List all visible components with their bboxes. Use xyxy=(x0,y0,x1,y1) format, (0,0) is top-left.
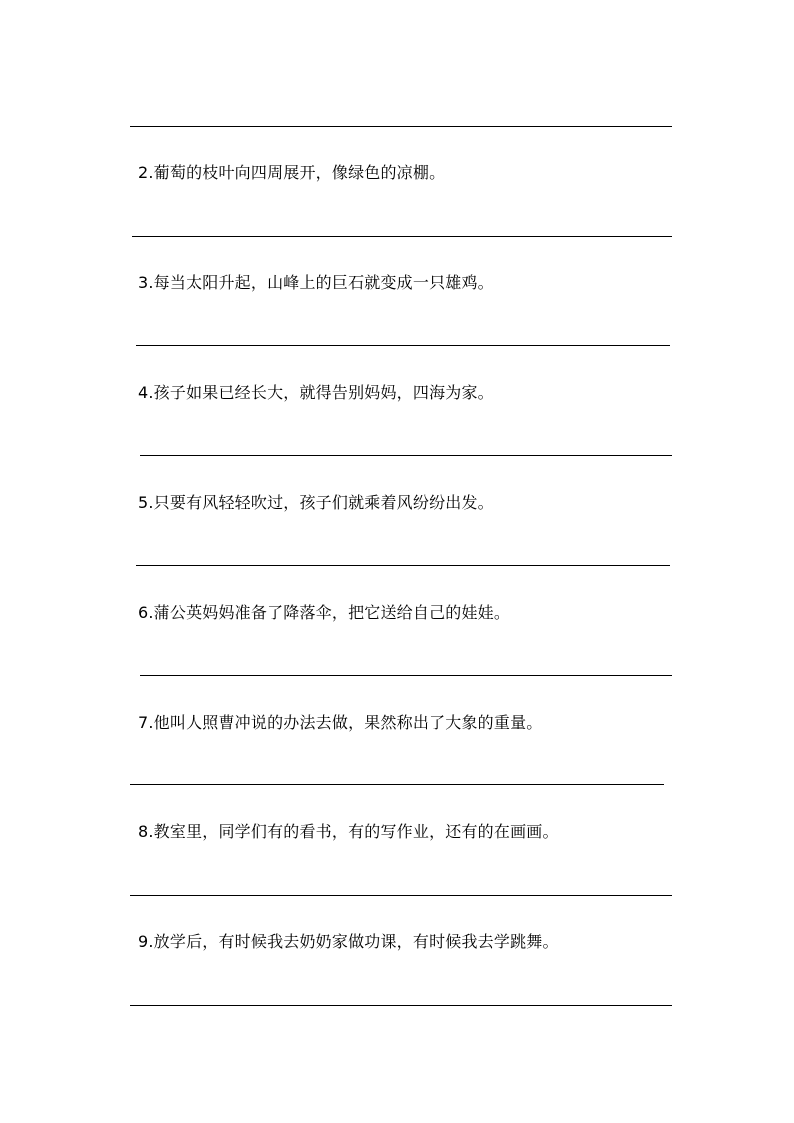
sentence-item-3 xyxy=(138,273,494,293)
item-number: 7. xyxy=(138,713,154,732)
answer-line-6 xyxy=(140,675,672,676)
sentence-item-7 xyxy=(138,713,542,733)
item-number: 2. xyxy=(138,163,154,182)
answer-line-7 xyxy=(130,784,664,785)
answer-line-3 xyxy=(136,345,670,346)
answer-line-8 xyxy=(130,895,672,896)
item-number: 5. xyxy=(138,493,154,512)
item-number: 3. xyxy=(138,273,154,292)
sentence-item-9 xyxy=(138,932,559,952)
item-text: 葡萄的枝叶向四周展开，像绿色的凉棚。 xyxy=(153,163,446,182)
item-number: 8. xyxy=(138,822,154,841)
item-text: 每当太阳升起，山峰上的巨石就变成一只雄鸡。 xyxy=(153,273,494,292)
sentence-item-4 xyxy=(138,383,494,403)
answer-line-9 xyxy=(130,1005,672,1006)
item-text: 孩子如果已经长大，就得告别妈妈，四海为家。 xyxy=(153,383,494,402)
answer-line-2 xyxy=(132,236,672,237)
item-number: 9. xyxy=(138,932,154,951)
sentence-item-5 xyxy=(138,493,494,513)
item-text: 教室里，同学们有的看书，有的写作业，还有的在画画。 xyxy=(153,822,559,841)
item-text: 只要有风轻轻吹过，孩子们就乘着风纷纷出发。 xyxy=(153,493,494,512)
item-text: 放学后，有时候我去奶奶家做功课，有时候我去学跳舞。 xyxy=(153,932,559,951)
sentence-item-8 xyxy=(138,822,559,842)
answer-line-5 xyxy=(136,565,670,566)
sentence-item-2 xyxy=(138,163,445,183)
item-text: 蒲公英妈妈准备了降落伞，把它送给自己的娃娃。 xyxy=(153,603,511,622)
item-number: 4. xyxy=(138,383,154,402)
sentence-item-6 xyxy=(138,603,510,623)
answer-line-1 xyxy=(130,126,672,127)
answer-line-4 xyxy=(140,455,672,456)
item-text: 他叫人照曹冲说的办法去做，果然称出了大象的重量。 xyxy=(153,713,543,732)
item-number: 6. xyxy=(138,603,154,622)
